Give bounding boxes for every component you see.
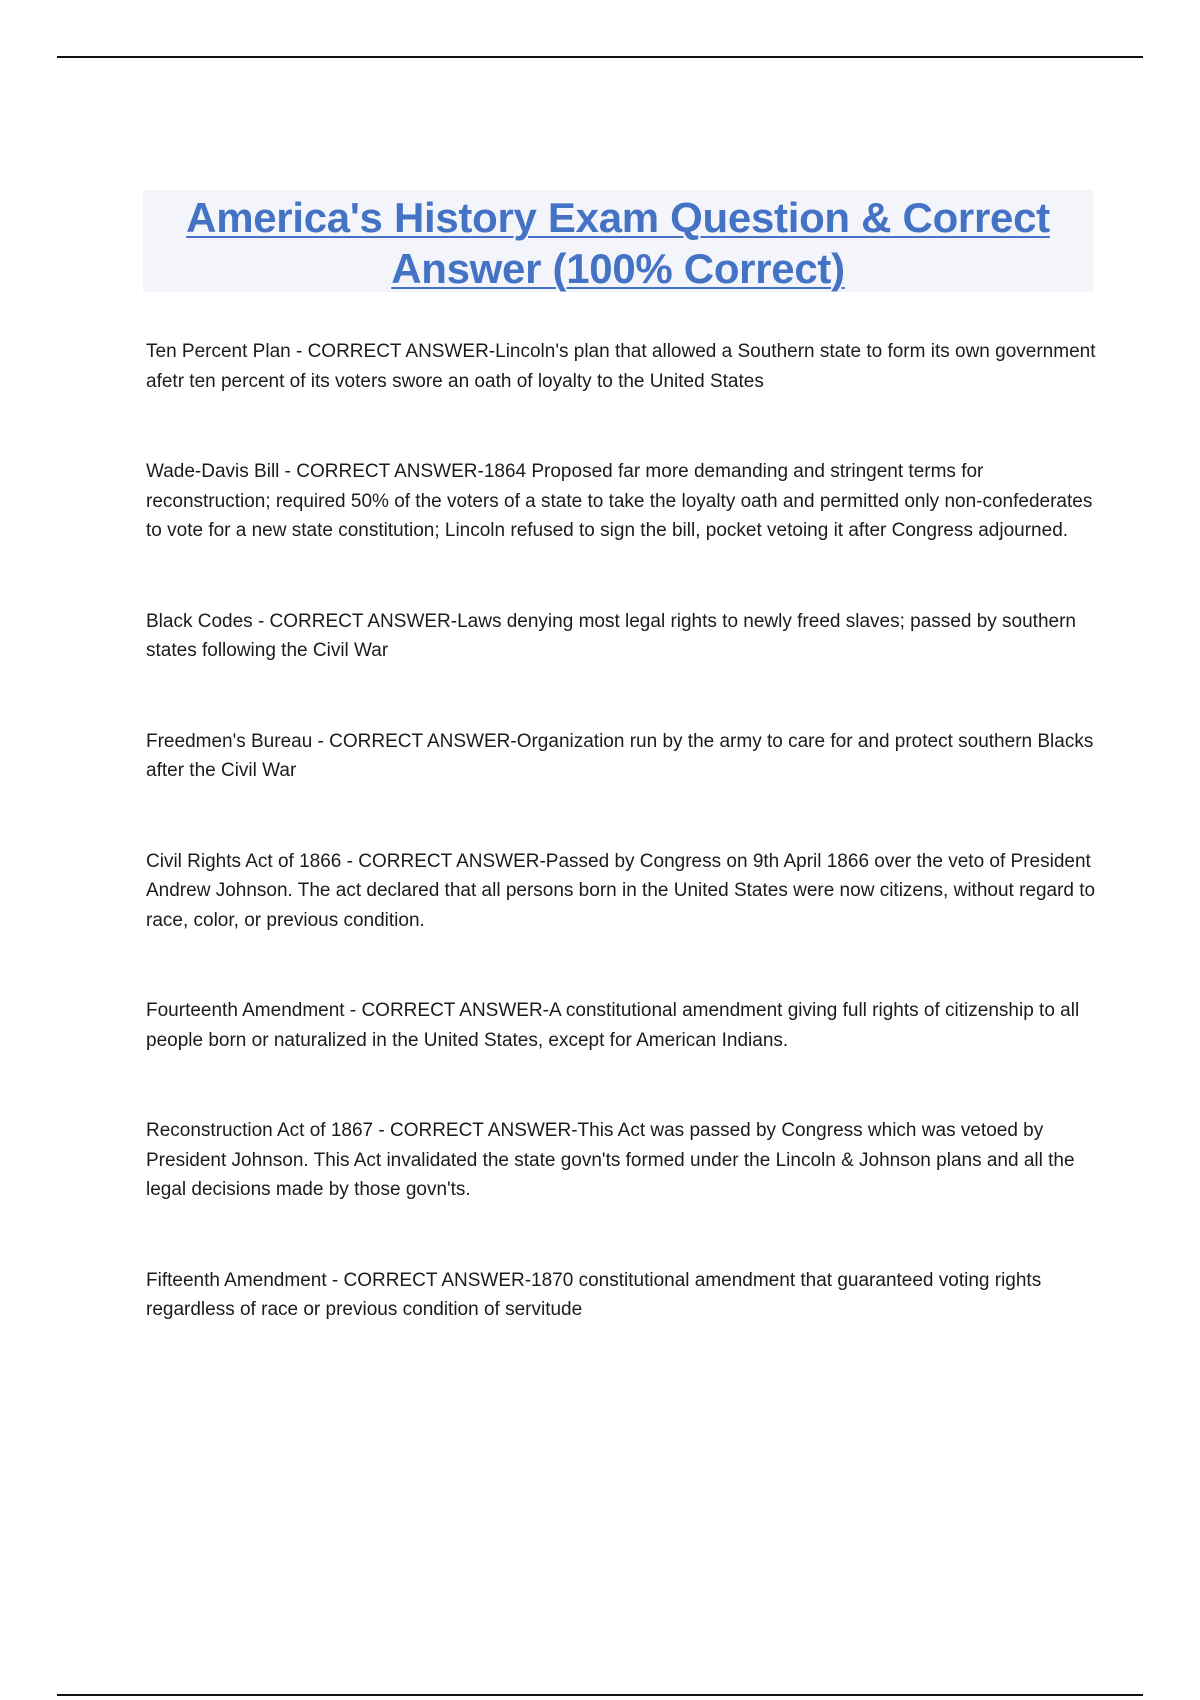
qa-entry-black-codes: Black Codes - CORRECT ANSWER-Laws denying most legal rights to newly freed slaves; passed by southern states following the Civil War <box>146 610 1076 661</box>
qa-entry-fifteenth-amendment: Fifteenth Amendment - CORRECT ANSWER-1870 constitutional amendment that guaranteed voting rights regardless of race or previous condition of servitude <box>146 1269 1042 1320</box>
title-banner <box>143 190 1093 292</box>
qa-entry-ten-percent-plan: Ten Percent Plan - CORRECT ANSWER-Lincoln's plan that allowed a Southern state to form its own government afetr ten percent of its voters swore an oath of loyalty to the United States <box>146 341 1096 392</box>
document-title: America's History Exam Question & Correct Answer (100% Correct) <box>186 194 1050 292</box>
header-rule <box>57 56 1143 58</box>
qa-list <box>146 337 1096 1386</box>
qa-entry-fourteenth-amendment: Fourteenth Amendment - CORRECT ANSWER-A constitutional amendment giving full rights of citizenship to all people born or naturalized in the United States, except for American Indians. <box>146 1000 1080 1051</box>
qa-entry-wade-davis-bill: Wade-Davis Bill - CORRECT ANSWER-1864 Proposed far more demanding and stringent terms for reconstruction; required 50% of the voters of a state to take the loyalty oath and permitted only non-confederates to vote for a new state constitution; Lincoln refused to sign the bill, pocket vetoing it after Congress adjourned. <box>146 461 1093 541</box>
footer-rule <box>57 1694 1143 1696</box>
qa-entry-freedmens-bureau: Freedmen's Bureau - CORRECT ANSWER-Organization run by the army to care for and protect southern Blacks after the Civil War <box>146 730 1094 781</box>
qa-entry-civil-rights-act-1866: Civil Rights Act of 1866 - CORRECT ANSWER-Passed by Congress on 9th April 1866 over the veto of President Andrew Johnson. The act declared that all persons born in the United States were now citizens, without regard to race, color, or previous condition. <box>146 850 1096 931</box>
qa-entry-reconstruction-act-1867: Reconstruction Act of 1867 - CORRECT ANSWER-This Act was passed by Congress which was vetoed by President Johnson. This Act invalidated the state govn'ts formed under the Lincoln & Johnson plans and all the legal decisions made by those govn'ts. <box>146 1120 1075 1200</box>
